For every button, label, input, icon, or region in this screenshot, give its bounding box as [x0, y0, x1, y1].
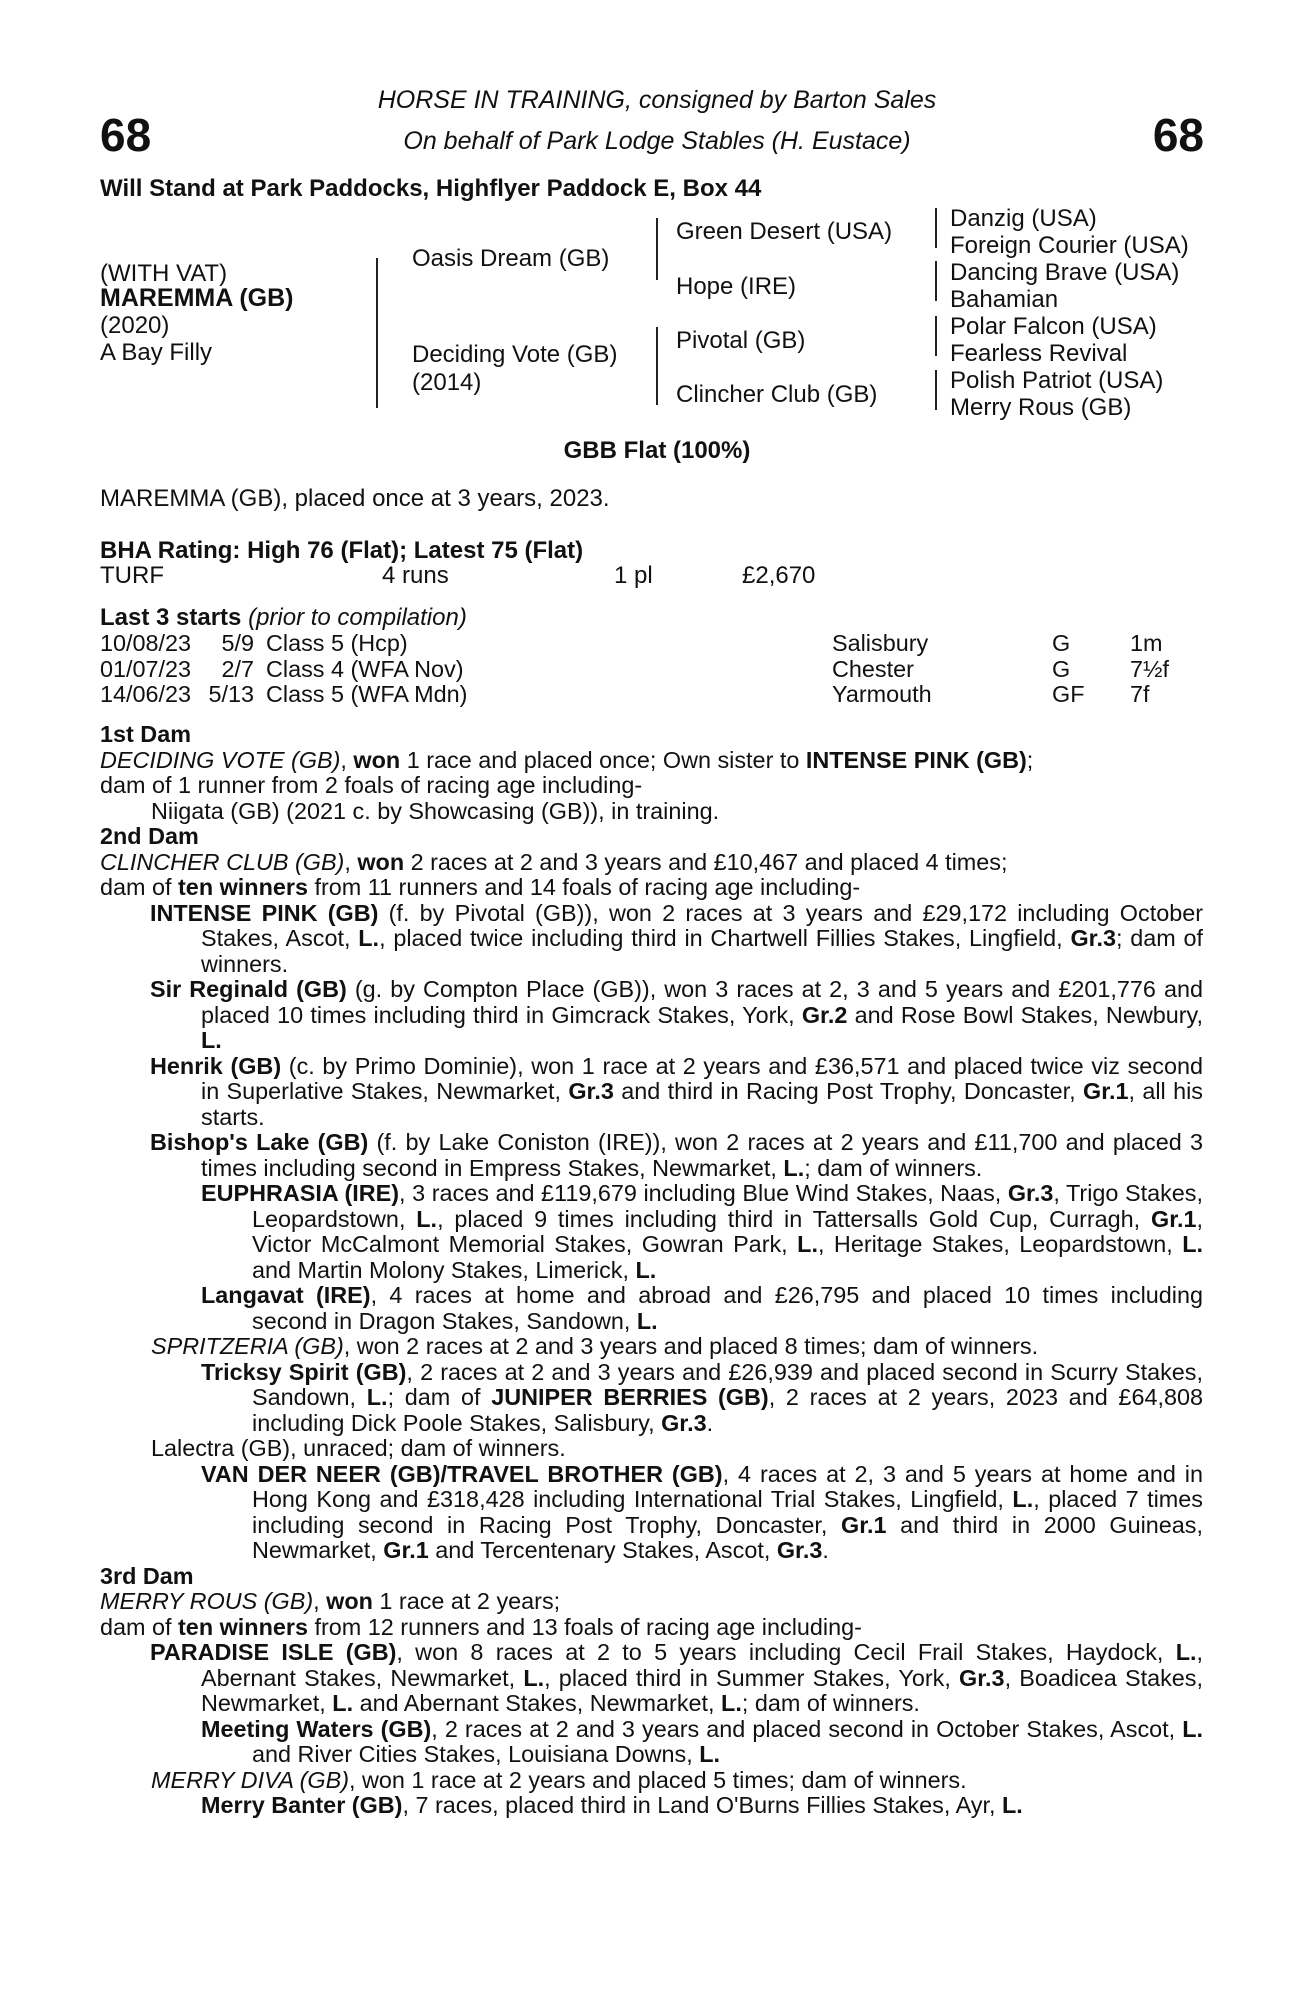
pedigree-brace-sire — [656, 218, 658, 280]
pedigree-sdd: Bahamian — [950, 286, 1059, 313]
pedigree-sire-sire: Green Desert (USA) — [676, 218, 893, 245]
lot-number-left: 68 — [100, 109, 152, 161]
pedigree-brace-ss — [935, 208, 937, 248]
pedigree-sire: Oasis Dream (GB) — [412, 245, 610, 272]
lot-number-right: 68 — [1152, 109, 1204, 161]
dam2-entry-tricksy-spirit: Tricksy Spirit (GB), 2 races at 2 and 3 years and £26,939 and placed second in Scurry Stakes, Sandown, L.; dam of JUNIPER BERRIES (GB), 2 races at 2 years, 2023 and £64,808 including Dick Poole Stakes, Salisbury, Gr.3. — [201, 1358, 1204, 1436]
pedigree-sss: Danzig (USA) — [950, 205, 1097, 232]
family-body — [100, 722, 1203, 1819]
last-starts-heading — [100, 605, 467, 630]
pedigree-dds: Polish Patriot (USA) — [950, 367, 1164, 394]
start-class: Class 5 (WFA Mdn) — [266, 681, 468, 707]
pedigree-dsd: Fearless Revival — [950, 340, 1128, 367]
gbb-rating: GBB Flat (100%) — [563, 437, 751, 464]
rating-runs: 4 runs — [382, 562, 449, 589]
dam3-entry-merry-banter: Merry Banter (GB), 7 races, placed third in Land O'Burns Fillies Stakes, Ayr, L. — [201, 1792, 1023, 1818]
dam2-entry-langavat: Langavat (IRE), 4 races at home and abroad and £26,795 and placed 10 times including second in Dragon Stakes, Sandown, L. — [201, 1282, 1203, 1334]
on-behalf-line: On behalf of Park Lodge Stables (H. Eustace) — [403, 127, 911, 155]
dam2-heading: 2nd Dam — [100, 823, 199, 849]
start-date: 14/06/23 — [100, 681, 192, 707]
dam2-entry-spritzeria: SPRITZERIA (GB), won 2 races at 2 and 3 years and placed 8 times; dam of winners. — [151, 1333, 1039, 1359]
start-position: 5/13 — [208, 681, 254, 707]
dam2-entry-euphrasia: EUPHRASIA (IRE), 3 races and £119,679 including Blue Wind Stakes, Naas, Gr.3, Trigo Stakes, Leopardstown, L., placed 9 times including third in Tattersalls Gold Cup, Curragh, Gr.1, Victor McCalmont Memorial Stakes, Gowran Park, L., Heritage Stakes, Leopardstown, L. and Martin Molony Stakes, Limerick, L. — [201, 1180, 1204, 1283]
start-class: Class 5 (Hcp) — [266, 630, 408, 656]
dam2-produce: dam of ten winners from 11 runners and 14 foals of racing age including- — [100, 874, 861, 900]
pedigree-dam: Deciding Vote (GB) — [412, 341, 618, 368]
dam3-line: MERRY ROUS (GB), won 1 race at 2 years; — [100, 1588, 561, 1614]
dam3-entry-meeting-waters: Meeting Waters (GB), 2 races at 2 and 3 years and placed second in October Stakes, Ascot, L. and River Cities Stakes, Louisiana Downs, L. — [201, 1715, 1204, 1767]
horse-name: MAREMMA (GB) — [100, 284, 294, 312]
dam1-foal: Niigata (GB) (2021 c. by Showcasing (GB)), in training. — [151, 797, 720, 824]
start-class: Class 4 (WFA Nov) — [266, 655, 464, 682]
dam3-produce: dam of ten winners from 12 runners and 13 foals of racing age including- — [100, 1613, 862, 1640]
last-starts-note: (prior to compilation) — [248, 604, 467, 631]
table-row — [100, 682, 1169, 708]
dam2-entry-henrik: Henrik (GB) (c. by Primo Dominie), won 1 race at 2 years and £36,571 and placed twice viz second in Superlative Stakes, Newmarket, Gr.3 and third in Racing Post Trophy, Doncaster, Gr.1, all his starts. — [150, 1052, 1203, 1130]
pedigree-brace-sd — [935, 261, 937, 301]
pedigree-dss: Polar Falcon (USA) — [950, 313, 1157, 340]
dam1-line: DECIDING VOTE (GB), won 1 race and placed once; Own sister to INTENSE PINK (GB); — [100, 746, 1034, 773]
pedigree-sire-dam: Hope (IRE) — [676, 273, 797, 300]
pedigree-brace-main — [376, 258, 378, 408]
start-date: 01/07/23 — [100, 655, 192, 682]
start-distance: 7f — [1130, 681, 1150, 707]
dam2-entry-van-der-neer: VAN DER NEER (GB)/TRAVEL BROTHER (GB), 4 races at 2, 3 and 5 years at home and in Hong Kong and £318,428 including International Trial Stakes, Lingfield, L., placed 7 times including second in Racing Post Trophy, Doncaster, Gr.1 and third in 2000 Guineas, Newmarket, Gr.1 and Tercentenary Stakes, Ascot, Gr.3. — [201, 1460, 1203, 1563]
rating-surface: TURF — [100, 562, 164, 589]
dam2-entry-lalectra: Lalectra (GB), unraced; dam of winners. — [151, 1435, 566, 1461]
horse-description: A Bay Filly — [100, 339, 213, 366]
rating-earnings: £2,670 — [742, 562, 816, 589]
dam3-heading: 3rd Dam — [100, 1562, 194, 1589]
start-going: G — [1052, 655, 1071, 682]
dam3-entry-paradise-isle: PARADISE ISLE (GB), won 8 races at 2 to 5 years including Cecil Frail Stakes, Haydock, L., Abernant Stakes, Newmarket, L., placed third in Summer Stakes, York, Gr.3, Boadicea Stakes, Newmarket, L. and Abernant Stakes, Newmarket, L.; dam of winners. — [150, 1639, 1204, 1716]
start-course: Chester — [832, 655, 914, 682]
dam2-entry-intense-pink: INTENSE PINK (GB) (f. by Pivotal (GB)), won 2 races at 3 years and £29,172 including October Stakes, Ascot, L., placed twice including third in Chartwell Fillies Stakes, Lingfield, Gr.3; dam of winners. — [150, 899, 1204, 977]
dam1-produce: dam of 1 runner from 2 foals of racing age including- — [100, 772, 643, 798]
last-starts-title: Last 3 starts — [100, 604, 242, 631]
bha-rating-title: BHA Rating: High 76 (Flat); Latest 75 (Flat) — [100, 537, 584, 564]
pedigree-dam-dam: Clincher Club (GB) — [676, 381, 878, 408]
start-distance: 1m — [1130, 630, 1163, 656]
start-going: GF — [1052, 681, 1085, 707]
dam3-entry-merry-diva: MERRY DIVA (GB), won 1 race at 2 years and placed 5 times; dam of winners. — [151, 1766, 967, 1793]
pedigree-dam-year: (2014) — [412, 369, 482, 396]
rating-placed: 1 pl — [614, 562, 653, 589]
start-position: 5/9 — [221, 630, 254, 656]
dam2-line: CLINCHER CLUB (GB), won 2 races at 2 and 3 years and £10,467 and placed 4 times; — [100, 848, 1008, 875]
consignment-line: HORSE IN TRAINING, consigned by Barton Sales — [377, 86, 937, 114]
pedigree-brace-dd — [935, 370, 937, 410]
last-starts-table — [100, 631, 1169, 708]
dam1-heading: 1st Dam — [100, 721, 192, 747]
start-course: Salisbury — [832, 630, 929, 656]
dam2-entry-sir-reginald: Sir Reginald (GB) (g. by Compton Place (GB)), won 3 races at 2, 3 and 5 years and £201,776 and placed 10 times including third in Gimcrack Stakes, York, Gr.2 and Rose Bowl Stakes, Newbury, L. — [150, 976, 1204, 1053]
start-going: G — [1052, 630, 1071, 656]
start-date: 10/08/23 — [100, 630, 192, 656]
vat-status: (WITH VAT) — [100, 260, 228, 287]
stand-location: Will Stand at Park Paddocks, Highflyer Paddock E, Box 44 — [100, 175, 762, 202]
pedigree-brace-ds — [935, 316, 937, 356]
dam2-entry-bishops-lake: Bishop's Lake (GB) (f. by Lake Coniston (IRE)), won 2 races at 2 years and £11,700 and placed 3 times including second in Empress Stakes, Newmarket, L.; dam of winners. — [150, 1129, 1204, 1181]
table-row — [100, 631, 1169, 657]
start-course: Yarmouth — [832, 681, 932, 707]
race-summary: MAREMMA (GB), placed once at 3 years, 2023. — [100, 485, 610, 512]
pedigree-dam-sire: Pivotal (GB) — [676, 327, 806, 354]
horse-year: (2020) — [100, 312, 170, 339]
pedigree-ddd: Merry Rous (GB) — [950, 394, 1132, 421]
start-position: 2/7 — [221, 655, 254, 682]
pedigree-brace-dam — [656, 327, 658, 405]
pedigree-ssd: Foreign Courier (USA) — [950, 232, 1189, 259]
start-distance: 7½f — [1130, 655, 1170, 682]
pedigree-sds: Dancing Brave (USA) — [950, 259, 1180, 286]
table-row — [100, 657, 1169, 683]
